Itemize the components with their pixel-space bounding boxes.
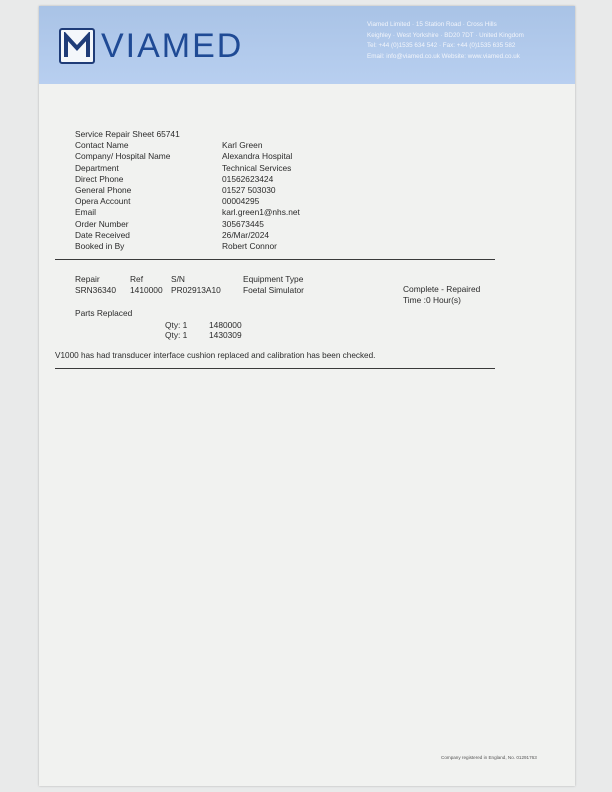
detail-value: Technical Services [222,162,292,173]
serial-number: PR02913A10 [171,285,221,295]
detail-value: karl.green1@nhs.net [222,207,300,218]
ref-header: Ref [130,274,144,284]
repair-notes: V1000 has had transducer interface cushion replaced and calibration has been checked. [55,351,376,360]
address-line: Viamed Limited · 15 Station Road · Cross Hills [367,21,497,28]
detail-label: Booked in By [75,240,125,251]
detail-value: 00004295 [222,196,260,207]
detail-value: Karl Green [222,140,263,151]
detail-label: Contact Name [75,140,129,151]
repair-time: Time :0 Hour(s) [403,295,461,305]
part-qty: Qty: 1 [165,330,188,340]
detail-row [75,219,300,230]
detail-row [75,174,300,185]
detail-row [75,241,300,252]
detail-value: Robert Connor [222,240,277,251]
ref-number: 1410000 [130,285,163,295]
repair-number: SRN36340 [75,285,116,295]
part-line [165,320,242,330]
logo-m-glyph [63,32,91,60]
letterhead-band [39,6,575,84]
detail-row [75,207,300,218]
detail-value: 01527 503030 [222,184,276,195]
address-line: Tel: +44 (0)1535 634 542 · Fax: +44 (0)1535 635 582 [367,42,516,49]
equipment-type: Foetal Simulator [243,285,304,295]
parts-replaced-label: Parts Replaced [75,308,133,318]
detail-label: Direct Phone [75,173,124,184]
detail-label: Opera Account [75,196,131,207]
detail-value: Alexandra Hospital [222,151,293,162]
detail-row [75,196,300,207]
detail-value: 305673445 [222,218,264,229]
detail-row [75,140,300,151]
repair-header: Repair [75,274,100,284]
detail-row [75,163,300,174]
detail-label: Department [75,162,119,173]
detail-row [75,129,300,140]
detail-value: 01562623424 [222,173,274,184]
detail-row [75,151,300,162]
detail-row [75,185,300,196]
detail-label: Company/ Hospital Name [75,151,171,162]
part-number: 1430309 [209,330,242,340]
address-line: Keighley · West Yorkshire · BD20 7DT · United Kingdom [367,31,524,39]
repair-status: Complete - Repaired [403,284,481,294]
section-divider [55,368,495,369]
equipment-type-header: Equipment Type [243,274,304,284]
logo-mark-icon [59,28,95,64]
contact-details [75,129,300,252]
detail-label: Date Received [75,229,130,240]
company-address [367,20,572,62]
part-number: 1480000 [209,320,242,330]
viamed-logo [59,26,243,66]
company-registration-footer: Company registered in England, No. 01291763 [441,755,537,760]
detail-label: Email [75,207,96,218]
detail-value: 26/Mar/2024 [222,229,270,240]
detail-label: Order Number [75,218,129,229]
address-line: Email: info@viamed.co.uk Website: www.viamed.co.uk [367,52,520,60]
part-qty: Qty: 1 [165,320,188,330]
detail-label: General Phone [75,184,132,195]
part-line [165,330,242,340]
section-divider [55,259,495,260]
detail-label: Service Repair Sheet 65741 [75,129,180,139]
sn-header: S/N [171,274,185,284]
service-sheet-page [39,6,575,786]
brand-name: VIAMED [101,27,244,65]
detail-row [75,230,300,241]
